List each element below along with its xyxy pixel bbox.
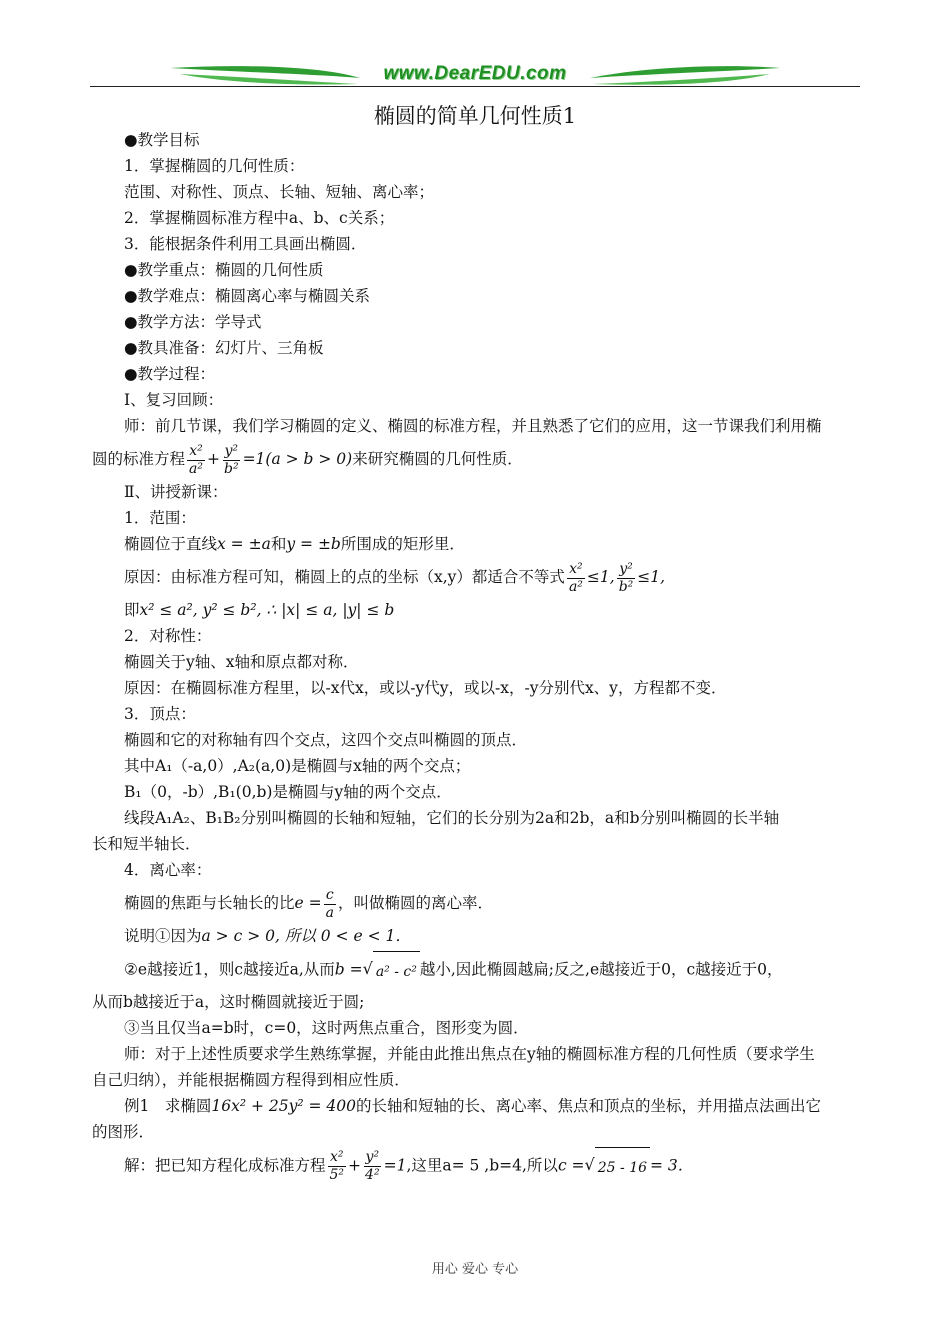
text-line: 2．对称性： bbox=[124, 627, 212, 645]
text-line: ●教学方法：学导式 bbox=[124, 313, 262, 331]
page-title: 椭圆的简单几何性质1 bbox=[373, 104, 577, 128]
equation-line: 圆的标准方程 $\frac{\text{x²}}{\text{a²}}$ + $\frac{\text{y²}}{\text{b²}}$ =1(a > b > 0)来研究椭圆的几何性质． bbox=[92, 442, 523, 477]
fraction: $\frac{\text{y²}}{\text{4²}}$ bbox=[365, 1149, 380, 1183]
text-line: Ⅱ、讲授新课： bbox=[124, 483, 228, 501]
page-footer: 用心 爱心 专心 bbox=[431, 1262, 519, 1277]
equation-line: 椭圆的焦距与长轴长的比e = $\frac{c}{a}$ ，叫做椭圆的离心率． bbox=[124, 886, 493, 921]
text-line: ③当且仅当a=b时，c=0，这时两焦点重合，图形变为圆． bbox=[124, 1019, 529, 1037]
text-line: 说明①因为a > c > 0, 所以 0 < e < 1． bbox=[124, 927, 411, 945]
fraction: $\frac{c}{a}$ bbox=[325, 886, 334, 921]
math-expression: x² ≤ a², y² ≤ b², ∴ |x| ≤ a, |y| ≤ b bbox=[139, 601, 395, 619]
text-line: 即x² ≤ a², y² ≤ b², ∴ |x| ≤ a, |y| ≤ b bbox=[124, 601, 395, 619]
text-line: 师：前几节课，我们学习椭圆的定义、椭圆的标准方程，并且熟悉了它们的应用，这一节课我们利用椭 bbox=[124, 417, 822, 435]
sqrt-expression: √ 25 - 16 bbox=[585, 1145, 650, 1188]
text-line: 椭圆关于y轴、x轴和原点都对称． bbox=[124, 653, 359, 671]
text-line: 1．掌握椭圆的几何性质： bbox=[124, 157, 305, 175]
text-line: ●教学难点：椭圆离心率与椭圆关系 bbox=[124, 287, 371, 305]
text-line: ●教学重点：椭圆的几何性质 bbox=[124, 261, 324, 279]
math-expression: x = ±a bbox=[217, 535, 271, 553]
text-line: 从而b越接近于a，这时椭圆就接近于圆; bbox=[92, 993, 365, 1011]
text-line: 其中A₁（-a,0）,A₂(a,0)是椭圆与x轴的两个交点； bbox=[124, 757, 471, 775]
text-line: 椭圆和它的对称轴有四个交点，这四个交点叫椭圆的顶点． bbox=[124, 731, 528, 749]
text-line: 长和短半轴长． bbox=[92, 835, 201, 853]
math-expression: a > c > 0, 所以 0 < e < 1． bbox=[201, 927, 411, 945]
fraction: $\frac{\text{x²}}{\text{a²}}$ bbox=[568, 560, 583, 595]
text-line: ●教学过程： bbox=[124, 365, 216, 383]
math-expression: y = ±b bbox=[286, 535, 341, 553]
header-rule bbox=[90, 86, 860, 87]
text-line: 3．顶点： bbox=[124, 705, 196, 723]
sqrt-expression: √ a² - c² bbox=[363, 949, 420, 992]
text-line: 线段A₁A₂、B₁B₂分别叫椭圆的长轴和短轴，它们的长分别为2a和2b，a和b分别叫椭圆的长半轴 bbox=[124, 809, 780, 827]
equation-line: 解：把已知方程化成标准方程 $\frac{\text{x²}}{\text{5²}}$ + $\frac{\text{y²}}{\text{4²}}$ =1,这里a= 5 ,b=4,所以c = √ 25 - 16 = 3． bbox=[92, 1145, 860, 1185]
text-line: 2．掌握椭圆标准方程中a、b、c关系； bbox=[124, 209, 395, 227]
text-line: 范围、对称性、顶点、长轴、短轴、离心率； bbox=[124, 183, 435, 201]
document-body bbox=[92, 127, 860, 1185]
text-line: 例1 求椭圆16x² + 25y² = 400的长轴和短轴的长、离心率、焦点和顶点的坐标，并用描点法画出它 bbox=[124, 1097, 822, 1115]
site-logo: www.DearEDU.com bbox=[383, 63, 567, 84]
math-expression: =1(a > b > 0) bbox=[242, 450, 353, 468]
math-expression: 16x² + 25y² = 400 bbox=[211, 1097, 357, 1115]
fraction: $\frac{\text{y²}}{\text{b²}}$ bbox=[618, 560, 634, 595]
text-line: 1．范围： bbox=[124, 509, 196, 527]
text-line: 椭圆位于直线x = ±a和y = ±b所围成的矩形里． bbox=[124, 535, 465, 553]
equation-line: ②e越接近1，则c越接近a,从而b = √ a² - c² 越小,因此椭圆越扁;反之,e越接近于0，c越接近于0， bbox=[92, 949, 860, 989]
text-line: 的图形． bbox=[92, 1123, 155, 1141]
text-line: 3．能根据条件利用工具画出椭圆． bbox=[124, 235, 367, 253]
text-line: 师：对于上述性质要求学生熟练掌握，并能由此推出焦点在y轴的椭圆标准方程的几何性质（要求学生 bbox=[124, 1045, 815, 1063]
equation-line: 原因：由标准方程可知，椭圆上的点的坐标（x,y）都适合不等式 $\frac{\text{x²}}{\text{a²}}$ ≤1, $\frac{\text{y²}}{\text{b²}}$ ≤1, bbox=[124, 560, 666, 595]
fraction: $\frac{\text{y²}}{\text{b²}}$ bbox=[223, 442, 239, 477]
text-line: B₁（0，-b）,B₁(0,b)是椭圆与y轴的两个交点． bbox=[124, 783, 452, 801]
text-line: ●教具准备：幻灯片、三角板 bbox=[124, 339, 324, 357]
text-line: Ⅰ、复习回顾： bbox=[124, 391, 224, 409]
fraction: $\frac{\text{x²}}{\text{5²}}$ bbox=[329, 1149, 345, 1183]
text-line: 自己归纳），并能根据椭圆方程得到相应性质． bbox=[92, 1071, 410, 1089]
text-line: 4．离心率： bbox=[124, 861, 212, 879]
fraction: $\frac{\text{x²}}{\text{a²}}$ bbox=[189, 442, 203, 477]
text-line: ●教学目标 bbox=[124, 131, 200, 149]
text-line: 原因：在椭圆标准方程里，以-x代x，或以-y代y，或以-x，-y分别代x、y，方程都不变． bbox=[124, 679, 727, 697]
page-header bbox=[90, 62, 860, 96]
